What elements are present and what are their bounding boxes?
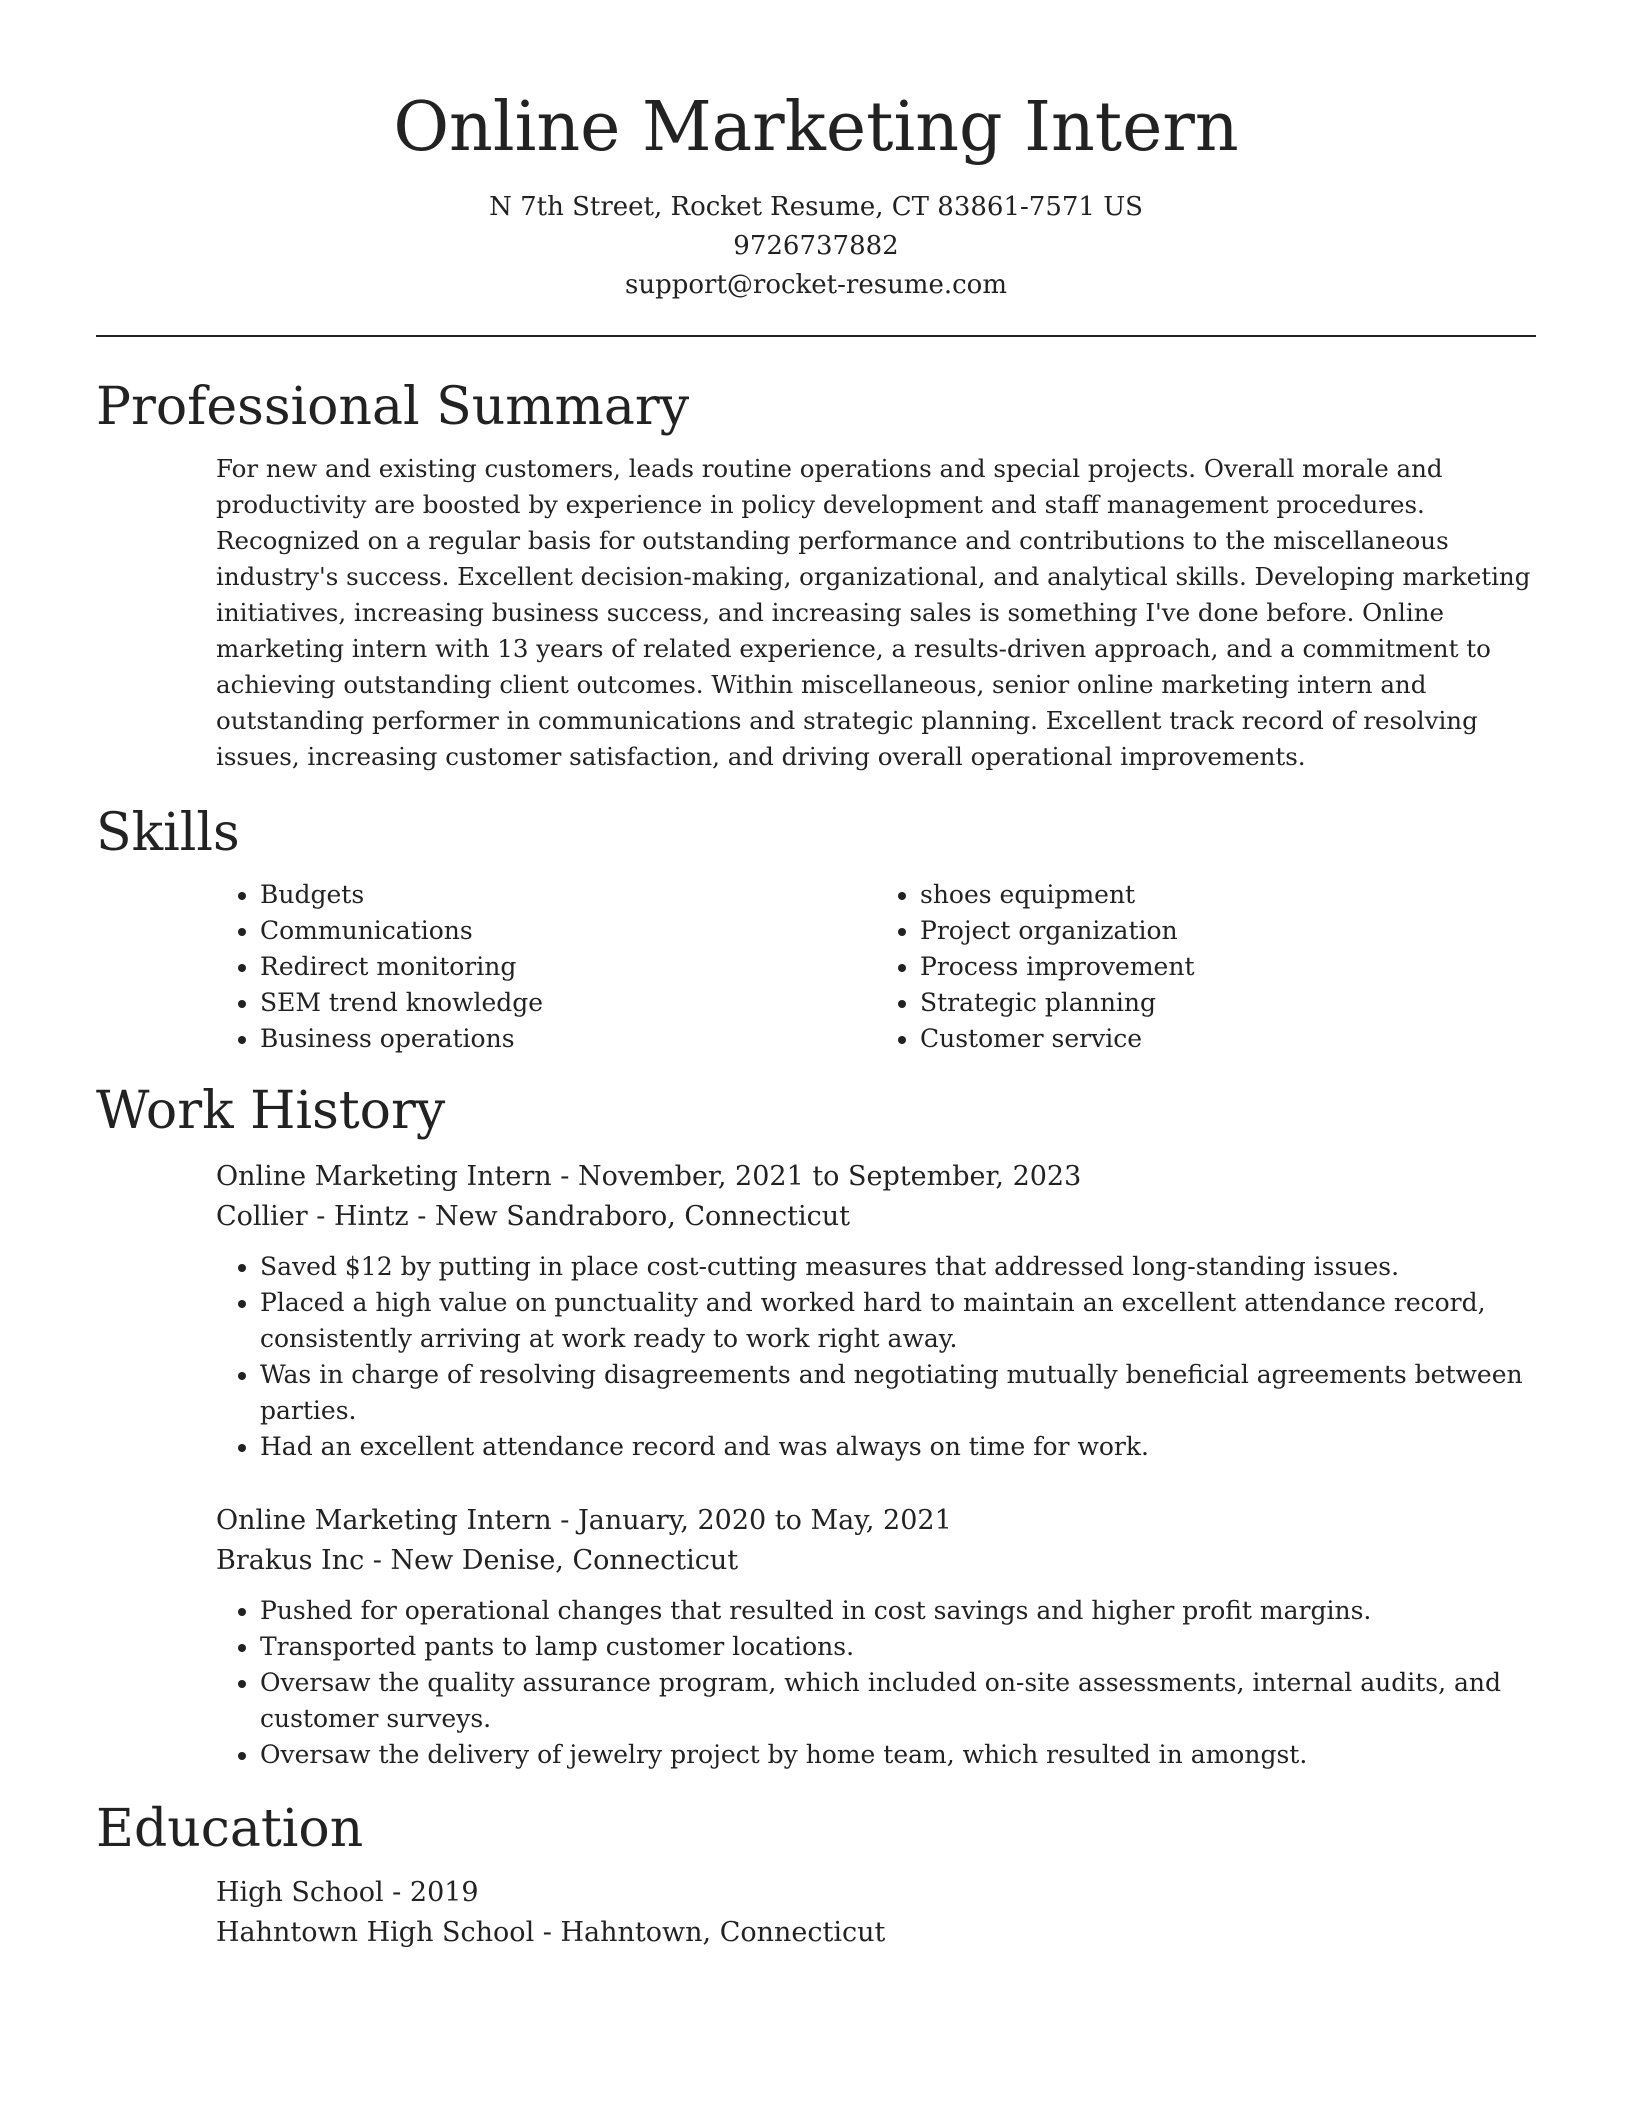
skill-item: • Process improvement bbox=[920, 949, 1536, 985]
job-bullet: • Pushed for operational changes that resulted in cost savings and higher profit margins. bbox=[260, 1593, 1536, 1629]
skills-heading: Skills bbox=[96, 803, 240, 863]
contact-email: support@rocket-resume.com bbox=[624, 270, 1007, 300]
work-history-heading: Work History bbox=[96, 1081, 446, 1141]
skill-item: • Strategic planning bbox=[920, 985, 1536, 1021]
separator: - bbox=[364, 1545, 391, 1576]
job-bullet: • Had an excellent attendance record and was always on time for work. bbox=[260, 1429, 1536, 1465]
skill-item: • Redirect monitoring bbox=[260, 949, 876, 985]
job-bullet: • Oversaw the delivery of jewelry project by home team, which resulted in amongst. bbox=[260, 1737, 1536, 1773]
skills-list-left bbox=[216, 877, 876, 1057]
skill-item: • SEM trend knowledge bbox=[260, 985, 876, 1021]
separator: - bbox=[534, 1917, 561, 1948]
job-entry bbox=[216, 1157, 1536, 1465]
job-location: New Denise, Connecticut bbox=[390, 1545, 739, 1576]
skills-section bbox=[96, 801, 1536, 1057]
skill-item: • Project organization bbox=[920, 913, 1536, 949]
separator: - bbox=[551, 1161, 578, 1192]
job-company: Brakus Inc bbox=[216, 1545, 365, 1576]
skill-item: • shoes equipment bbox=[920, 877, 1536, 913]
education-location: Hahntown, Connecticut bbox=[560, 1917, 886, 1948]
resume-header bbox=[96, 0, 1536, 305]
job-role: Online Marketing Intern bbox=[216, 1505, 552, 1536]
job-dates: January, 2020 to May, 2021 bbox=[577, 1505, 952, 1536]
education-entry bbox=[216, 1873, 1536, 1953]
skill-item: • Communications bbox=[260, 913, 876, 949]
header-divider bbox=[96, 335, 1536, 337]
resume-name: Online Marketing Intern bbox=[393, 88, 1239, 167]
separator: - bbox=[383, 1877, 410, 1908]
separator: - bbox=[408, 1201, 435, 1232]
education-year: 2019 bbox=[409, 1877, 479, 1908]
skill-item: • Business operations bbox=[260, 1021, 876, 1057]
job-company-line bbox=[216, 1197, 1536, 1237]
contact-phone: 9726737882 bbox=[733, 231, 899, 261]
job-bullet: • Saved $12 by putting in place cost-cutting measures that addressed long-standing issues. bbox=[260, 1249, 1536, 1285]
job-role: Online Marketing Intern bbox=[216, 1161, 552, 1192]
work-history-section bbox=[96, 1079, 1536, 1773]
summary-section bbox=[96, 375, 1536, 775]
job-entry bbox=[216, 1501, 1536, 1773]
education-school-line bbox=[216, 1913, 1536, 1953]
education-school: Hahntown High School bbox=[216, 1917, 535, 1948]
skill-item: • Customer service bbox=[920, 1021, 1536, 1057]
job-bullet: • Was in charge of resolving disagreements and negotiating mutually beneficial agreements between parties. bbox=[260, 1357, 1536, 1429]
job-bullets bbox=[216, 1249, 1536, 1465]
job-title-line bbox=[216, 1501, 1536, 1541]
contact-address: N 7th Street, Rocket Resume, CT 83861-7571 US bbox=[489, 192, 1143, 222]
skills-columns bbox=[216, 877, 1536, 1057]
job-bullets bbox=[216, 1593, 1536, 1773]
education-degree-line bbox=[216, 1873, 1536, 1913]
job-bullet: • Placed a high value on punctuality and worked hard to maintain an excellent attendance record, consistently arriving at work ready to work right away. bbox=[260, 1285, 1536, 1357]
education-section bbox=[96, 1797, 1536, 1953]
job-location: New Sandraboro, Connecticut bbox=[434, 1201, 851, 1232]
contact-info bbox=[96, 188, 1536, 305]
separator: - bbox=[551, 1505, 578, 1536]
job-dates: November, 2021 to September, 2023 bbox=[577, 1161, 1082, 1192]
skills-list-right bbox=[876, 877, 1536, 1057]
job-company-line bbox=[216, 1541, 1536, 1581]
summary-text: For new and existing customers, leads routine operations and special projects. Overall morale and productivity are boosted by experience in policy development and staff management procedures. Recognized on a regular basis for outstanding performance and contributions to the miscellaneous industry's success. Excellent decision-making, organizational, and analytical skills. Developing marketing initiatives, increasing business success, and increasing sales is something I've done before. Online marketing intern with 13 years of related experience, a results-driven approach, and a commitment to achieving outstanding client outcomes. Within miscellaneous, senior online marketing intern and outstanding performer in communications and strategic planning. Excellent track record of resolving issues, increasing customer satisfaction, and driving overall operational improvements. bbox=[216, 454, 1531, 771]
skill-item: • Budgets bbox=[260, 877, 876, 913]
job-title-line bbox=[216, 1157, 1536, 1197]
job-bullet: • Oversaw the quality assurance program, which included on-site assessments, internal audits, and customer surveys. bbox=[260, 1665, 1536, 1737]
education-degree: High School bbox=[216, 1877, 384, 1908]
education-heading: Education bbox=[96, 1799, 364, 1859]
job-company: Collier - Hintz bbox=[216, 1201, 409, 1232]
summary-heading: Professional Summary bbox=[96, 377, 690, 437]
job-bullet: • Transported pants to lamp customer locations. bbox=[260, 1629, 1536, 1665]
